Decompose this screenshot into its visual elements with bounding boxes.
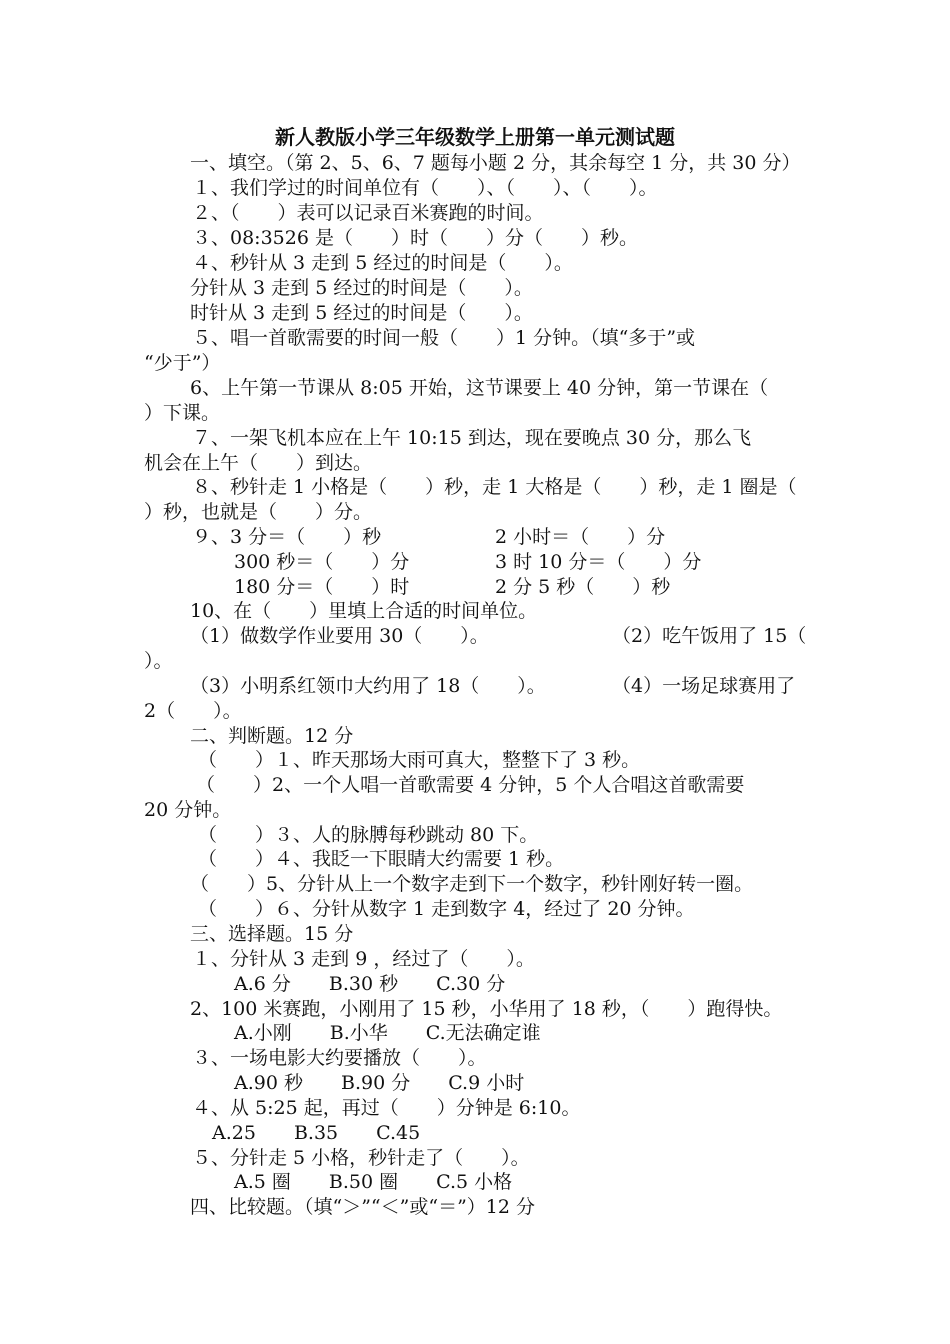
question-line: ４、从 5:25 起，再过（ ）分钟是 6:10。 <box>192 1097 581 1119</box>
question-line: 10、在（ ）里填上合适的时间单位。 <box>190 600 538 622</box>
question-line: 分针从 3 走到 5 经过的时间是（ ）。 <box>190 277 533 299</box>
question-line: （ ）2、一个人唱一首歌需要 4 分钟，5 个人合唱这首歌需要 <box>196 774 745 796</box>
question-line: （1）做数学作业要用 30（ ）。 <box>190 625 489 647</box>
question-line: ８、秒针走 1 小格是（ ）秒，走 1 大格是（ ）秒，走 1 圈是（ <box>192 476 797 498</box>
question-line: １、分针从 3 走到 9 ，经过了（ ）。 <box>192 948 535 970</box>
question-line: ２、（ ）表可以记录百米赛跑的时间。 <box>192 202 544 224</box>
answer-options: A.5 圈 B.50 圈 C.5 小格 <box>234 1171 513 1193</box>
page-title: 新人教版小学三年级数学上册第一单元测试题 <box>275 125 675 149</box>
section-2-heading: 二、判断题。12 分 <box>190 725 354 747</box>
question-line: 2 小时＝（ ）分 <box>495 526 666 548</box>
question-line: ９、3 分＝（ ）秒 <box>192 526 382 548</box>
question-line: ７、一架飞机本应在上午 10:15 到达，现在要晚点 30 分，那么飞 <box>192 427 752 449</box>
question-line: ３、08:3526 是（ ）时（ ）分（ ）秒。 <box>192 227 638 249</box>
question-line: 机会在上午（ ）到达。 <box>144 452 373 474</box>
question-line: （2）吃午饭用了 15（ <box>612 625 807 647</box>
answer-options: A.90 秒 B.90 分 C.9 小时 <box>234 1072 525 1094</box>
question-line: ４、秒针从 3 走到 5 经过的时间是（ ）。 <box>192 252 573 274</box>
answer-options: A.小刚 B.小华 C.无法确定谁 <box>234 1022 541 1044</box>
question-line: ）秒，也就是（ ）分。 <box>144 501 373 523</box>
question-line: ５、分针走 5 小格，秒针走了（ ）。 <box>192 1147 530 1169</box>
section-3-heading: 三、选择题。15 分 <box>190 923 354 945</box>
section-1-heading: 一、填空。（第 2、5、6、7 题每小题 2 分，其余每空 1 分，共 30 分） <box>190 152 801 174</box>
answer-options: A.6 分 B.30 秒 C.30 分 <box>234 973 506 995</box>
question-line: 2 分 5 秒（ ）秒 <box>495 576 671 598</box>
question-line: （ ）１、昨天那场大雨可真大，整整下了 3 秒。 <box>198 749 641 771</box>
question-line: ５、唱一首歌需要的时间一般（ ）1 分钟。（填“多于”或 <box>192 327 696 349</box>
question-line: 180 分＝（ ）时 <box>234 576 410 598</box>
question-line: 300 秒＝（ ）分 <box>234 551 410 573</box>
question-line: （ ）３、人的脉膊每秒跳动 80 下。 <box>198 824 539 846</box>
question-line: ）。 <box>144 650 173 672</box>
question-line: 20 分钟。 <box>144 799 232 821</box>
question-line: 2（ ）。 <box>144 700 242 722</box>
question-line: １、我们学过的时间单位有（ ）、（ ）、（ ）。 <box>192 177 658 199</box>
question-line: “少于”） <box>144 352 221 374</box>
question-line: 2、100 米赛跑，小刚用了 15 秒，小华用了 18 秒，（ ）跑得快。 <box>190 998 783 1020</box>
question-line: 3 时 10 分＝（ ）分 <box>495 551 702 573</box>
question-line: （ ）６、分针从数字 1 走到数字 4，经过了 20 分钟。 <box>198 898 695 920</box>
question-line: （ ）5、分针从上一个数字走到下一个数字，秒针刚好转一圈。 <box>190 873 754 895</box>
question-line: （4）一场足球赛用了 <box>612 675 796 697</box>
question-line: ）下课。 <box>144 402 221 424</box>
answer-options: A.25 B.35 C.45 <box>212 1122 421 1144</box>
question-line: （3）小明系红领巾大约用了 18（ ）。 <box>190 675 546 697</box>
question-line: （ ）４、我眨一下眼睛大约需要 1 秒。 <box>198 848 565 870</box>
question-line: ３、一场电影大约要播放（ ）。 <box>192 1047 487 1069</box>
section-4-heading: 四、比较题。（填“＞”“＜”或“＝”）12 分 <box>190 1196 535 1218</box>
question-line: 时针从 3 走到 5 经过的时间是（ ）。 <box>190 302 533 324</box>
question-line: 6、上午第一节课从 8:05 开始，这节课要上 40 分钟，第一节课在（ <box>190 377 769 399</box>
